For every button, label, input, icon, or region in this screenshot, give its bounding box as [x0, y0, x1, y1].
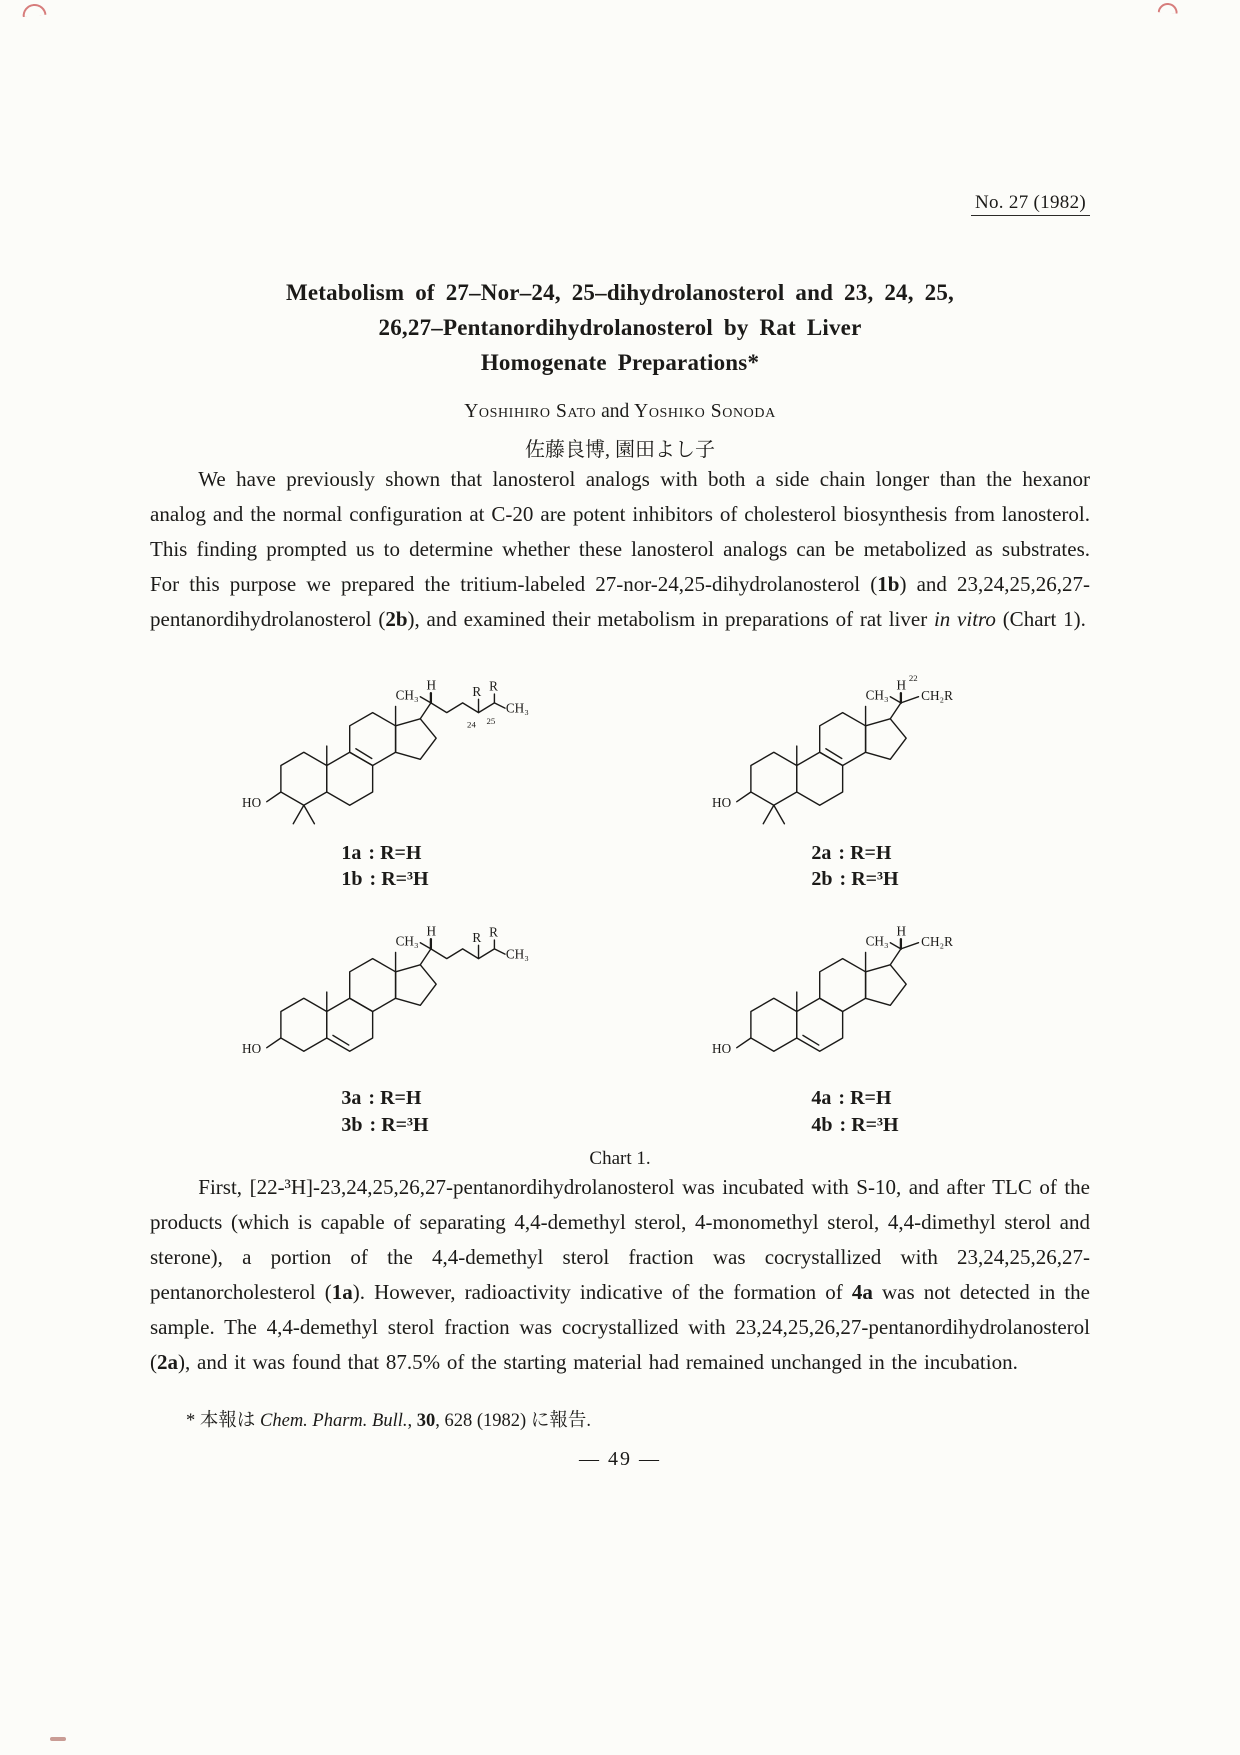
methyl-c20-label: CH₃ — [395, 932, 419, 948]
structure-3-caption — [341, 1085, 428, 1138]
footnote-text: , 628 (1982) に報告. — [435, 1411, 591, 1432]
hydrogen-c20-label: H — [426, 923, 437, 939]
structure-2 — [705, 657, 1005, 893]
title-line-3: Homogenate Preparations* — [480, 349, 760, 375]
paper-title — [150, 276, 1090, 381]
side-chain — [420, 939, 505, 965]
in-vitro-italic: in vitro — [933, 606, 996, 631]
ring-system — [737, 706, 906, 823]
hydroxyl-label: HO — [242, 794, 262, 810]
para1-text: We have previously shown that lanosterol analogs with both a side chain longer than the hexanor analog and the normal configuration at C-20 are potent inhibitors of cholesterol biosynthesis from lanosterol. This finding prompted us to determine whether these lanosterol analogs can be metabolized as substrates. For this purpose we prepared the tritium-labeled 27-nor-24,25-dihydrolanosterol ( — [150, 466, 1090, 596]
caption-line — [811, 840, 898, 866]
side-chain — [890, 939, 918, 965]
methyl-c20-label: CH₃ — [865, 687, 889, 703]
side-chain — [420, 693, 505, 719]
steroid-structure-4-drawing — [705, 903, 1005, 1084]
substituent-r1-label: R — [472, 683, 482, 699]
compound-id-3a: 3a — [341, 1087, 362, 1110]
substituent-r2-label: R — [489, 924, 498, 940]
compound-substituent: : R=H — [833, 841, 892, 864]
caption-line — [811, 866, 898, 892]
author-1: Yoshihiro Sato — [464, 400, 597, 422]
ring-system — [267, 952, 436, 1051]
author-conjunction: and — [596, 400, 635, 422]
ch2r-label: CH₂R — [921, 688, 953, 704]
caption-line — [811, 1112, 898, 1138]
compound-id-1a: 1a — [341, 841, 362, 864]
hydrogen-c20-label: H — [896, 677, 907, 693]
compound-ref-1a: 1a — [331, 1280, 353, 1305]
caption-line — [341, 866, 428, 892]
compound-ref-4a: 4a — [851, 1280, 873, 1305]
page-number: — 49 — — [579, 1448, 661, 1471]
compound-id-4b: 4b — [811, 1113, 833, 1136]
compound-substituent: : R=³H — [364, 868, 429, 891]
steroid-structure-1-drawing — [235, 657, 535, 838]
compound-substituent: : R=³H — [834, 1113, 899, 1136]
title-line-1: Metabolism of 27–Nor–24, 25–dihydrolanosterol and 23, 24, 25, — [285, 280, 954, 305]
compound-substituent: : R=³H — [364, 1113, 429, 1136]
ring-system — [267, 706, 436, 823]
compound-id-2a: 2a — [811, 841, 832, 864]
steroid-structure-2-drawing — [705, 657, 1005, 838]
paragraph-results — [150, 1170, 1090, 1380]
compound-substituent: : R=H — [363, 841, 422, 864]
caption-line — [811, 1085, 898, 1111]
substituent-r2-label: R — [489, 678, 498, 694]
para2-text: ). However, radioactivity indicative of the formation of — [352, 1280, 852, 1305]
position-25-label: 25 — [486, 715, 496, 726]
position-22-label: 22 — [908, 672, 918, 683]
compound-id-3b: 3b — [341, 1113, 363, 1136]
structure-2-caption — [811, 840, 898, 893]
compound-substituent: : R=H — [833, 1087, 892, 1110]
hydroxyl-label: HO — [242, 1040, 262, 1056]
structure-1-caption — [341, 840, 428, 893]
paragraph-introduction — [150, 462, 1090, 637]
author-2: Yoshiko Sonoda — [634, 400, 776, 422]
compound-ref-2b: 2b — [385, 606, 408, 631]
compound-ref-1b: 1b — [877, 571, 900, 596]
structure-3 — [235, 903, 535, 1139]
para2-text: ), and it was found that 87.5% of the starting material had remained unchanged in the incubation. — [178, 1350, 1018, 1375]
footnote-text: , — [407, 1411, 417, 1432]
hydrogen-c20-label: H — [426, 677, 437, 693]
chart-1-caption: Chart 1. — [589, 1148, 651, 1170]
compound-substituent: : R=³H — [834, 868, 899, 891]
authors-japanese: 佐藤良博, 園田よし子 — [525, 438, 715, 461]
caption-line — [341, 1085, 428, 1111]
hydrogen-c20-label: H — [896, 923, 907, 939]
structure-1 — [235, 657, 535, 893]
journal-issue-ref — [150, 0, 1090, 214]
footnote-marker-text: * 本報は — [186, 1411, 261, 1432]
caption-line — [341, 840, 428, 866]
volume-number: 30 — [416, 1411, 436, 1432]
chart-structure-grid — [150, 657, 1090, 1138]
scan-artifact-bottom-left — [50, 1737, 66, 1741]
side-chain — [890, 693, 918, 719]
ch2r-label: CH₂R — [921, 933, 953, 949]
structure-4 — [705, 903, 1005, 1139]
terminal-methyl-label: CH₃ — [505, 946, 529, 962]
title-line-2: 26,27–Pentanordihydrolanosterol by Rat Liver — [378, 314, 862, 340]
chart-1 — [150, 657, 1090, 1170]
position-24-label: 24 — [467, 719, 476, 730]
ring-system — [737, 952, 906, 1051]
substituent-r1-label: R — [472, 929, 482, 945]
authors-english — [150, 401, 1090, 423]
journal-name-italic: Chem. Pharm. Bull. — [260, 1411, 408, 1432]
compound-ref-2a: 2a — [157, 1350, 178, 1375]
structure-4-caption — [811, 1085, 898, 1138]
hydroxyl-label: HO — [712, 794, 732, 810]
steroid-structure-3-drawing — [235, 903, 535, 1084]
para2-text: First, [22-³H]-23,24,25,26,27-pentanordihydrolanosterol was incubated with S-10, and after TLC of the products (which is capable of separating 4,4-demethyl sterol, 4-monomethyl sterol, 4,4-dimethyl sterol and sterone), a portion of the 4,4-demethyl sterol fraction was cocrystallized with 23,24,25,26,27-pentanorcholesterol ( — [150, 1175, 1090, 1305]
compound-id-1b: 1b — [341, 868, 363, 891]
para1-text: ) and 23,24,25,26,27-pentanordihydrolanosterol ( — [150, 571, 1090, 631]
para1-text: ), and examined their metabolism in preparations of rat liver — [407, 606, 934, 631]
issue-number: No. 27 (1982) — [971, 192, 1090, 216]
compound-substituent: : R=H — [363, 1087, 422, 1110]
terminal-methyl-label: CH₃ — [505, 700, 529, 716]
compound-id-2b: 2b — [811, 868, 833, 891]
compound-id-4a: 4a — [811, 1087, 832, 1110]
caption-line — [341, 1112, 428, 1138]
hydroxyl-label: HO — [712, 1040, 732, 1056]
methyl-c20-label: CH₃ — [865, 932, 889, 948]
footnote — [150, 1406, 1090, 1432]
para1-text: (Chart 1). — [995, 606, 1086, 631]
para2-text: was not detected in the sample. The 4,4-demethyl sterol fraction was cocrystallized with 23,24,25,26,27-pentanordihydrolanosterol ( — [150, 1280, 1090, 1375]
methyl-c20-label: CH₃ — [395, 687, 419, 703]
